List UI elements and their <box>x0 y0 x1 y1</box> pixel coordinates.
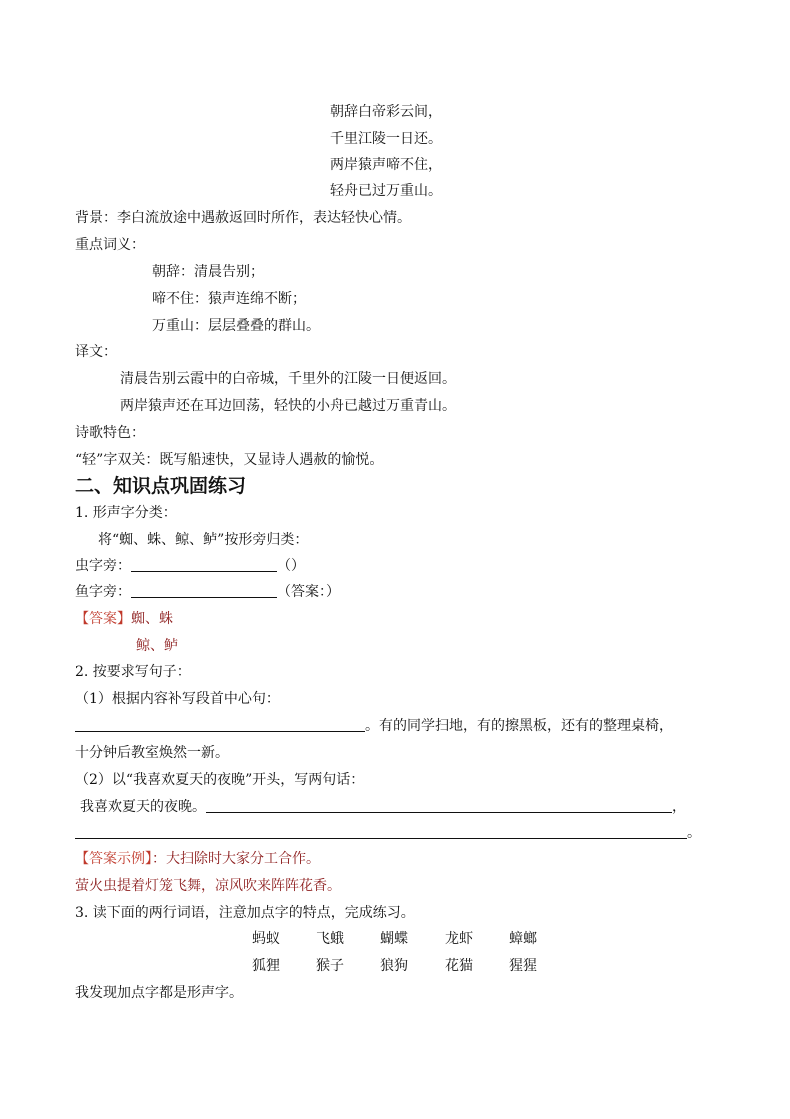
features-label: 诗歌特色： <box>75 425 145 441</box>
poem-line-3: 两岸猿声啼不住， <box>330 157 442 173</box>
answer-tag: 【答案示例】 <box>75 851 152 867</box>
question-2-title: 2. 按要求写句子： <box>75 664 191 680</box>
insect-radical-blank[interactable] <box>131 557 277 572</box>
word-item: 蝴蝶 <box>380 931 408 947</box>
question-3-conclusion: 我发现加点字都是形声字。 <box>75 985 243 1001</box>
poem-line-4: 轻舟已过万重山。 <box>330 183 442 199</box>
question-1-instruction: 将“蜘、蛛、鲸、鲈”按形旁归类： <box>98 532 309 548</box>
question-1-title: 1. 形声字分类： <box>75 505 177 521</box>
fish-radical-label: 鱼字旁： <box>75 584 131 600</box>
poem-line-2: 千里江陵一日还。 <box>330 131 442 147</box>
answer-text: 萤火虫提着灯笼飞舞，凉风吹来阵阵花香。 <box>75 878 341 894</box>
period: 。 <box>687 825 701 841</box>
sub2-answer-row-2 <box>75 823 701 843</box>
word-item: 狐狸 <box>252 958 280 974</box>
poem-line-1: 朝辞白帝彩云间， <box>330 104 442 120</box>
fish-radical-blank[interactable] <box>131 583 277 598</box>
question-2-sub1: （1）根据内容补写段首中心句： <box>75 691 280 707</box>
translation-line: 两岸猿声还在耳边回荡，轻快的小舟已越过万重青山。 <box>120 398 456 414</box>
key-word-item: 啼不住：猿声连绵不断； <box>152 291 306 307</box>
sentence-blank-1[interactable] <box>206 798 672 813</box>
sub1-after-text: 。有的同学扫地，有的擦黑板，还有的整理桌椅， <box>365 718 673 734</box>
insect-radical-suffix: （） <box>277 558 305 574</box>
background-text: 背景：李白流放途中遇赦返回时所作，表达轻快心情。 <box>75 210 411 226</box>
sub2-start-text: 我喜欢夏天的夜晚。 <box>80 799 206 815</box>
question-1-answer <box>75 609 173 629</box>
insect-radical-row <box>75 556 305 576</box>
translation-label: 译文： <box>75 344 117 360</box>
word-item: 飞蛾 <box>316 931 344 947</box>
answer-text: 鲸、鲈 <box>136 638 178 654</box>
word-item: 蟑螂 <box>509 931 537 947</box>
word-item: 蚂蚁 <box>252 931 280 947</box>
word-item: 狼狗 <box>380 958 408 974</box>
translation-line: 清晨告别云霞中的白帝城，千里外的江陵一日便返回。 <box>120 371 456 387</box>
insect-radical-label: 虫字旁： <box>75 558 131 574</box>
section-heading: 二、知识点巩固练习 <box>75 475 247 497</box>
key-word-item: 朝辞：清晨告别； <box>152 264 264 280</box>
answer-tag: 【答案】 <box>75 611 131 627</box>
word-item: 花猫 <box>445 958 473 974</box>
sub1-continuation: 十分钟后教室焕然一新。 <box>75 745 229 761</box>
sub2-answer-row-1 <box>80 797 686 817</box>
sub1-answer-row <box>75 716 673 736</box>
features-text: “轻”字双关：既写船速快，又显诗人遇赦的愉悦。 <box>75 452 384 468</box>
question-2-answer <box>75 849 320 869</box>
sentence-blank-2[interactable] <box>75 824 687 839</box>
topic-sentence-blank[interactable] <box>75 717 365 732</box>
fish-radical-suffix: （答案：） <box>277 584 340 600</box>
word-item: 龙虾 <box>445 931 473 947</box>
question-3-title: 3. 读下面的两行词语，注意加点字的特点，完成练习。 <box>75 905 415 921</box>
question-2-sub2: （2）以“我喜欢夏天的夜晚”开头，写两句话： <box>75 772 365 788</box>
answer-text: ：大扫除时大家分工合作。 <box>152 851 320 867</box>
answer-text: 蜘、蛛 <box>131 611 173 627</box>
word-item: 猴子 <box>316 958 344 974</box>
fish-radical-row <box>75 582 340 602</box>
key-word-item: 万重山：层层叠叠的群山。 <box>152 318 320 334</box>
comma: ， <box>672 799 686 815</box>
word-item: 猩猩 <box>509 958 537 974</box>
key-words-label: 重点词义： <box>75 237 145 253</box>
